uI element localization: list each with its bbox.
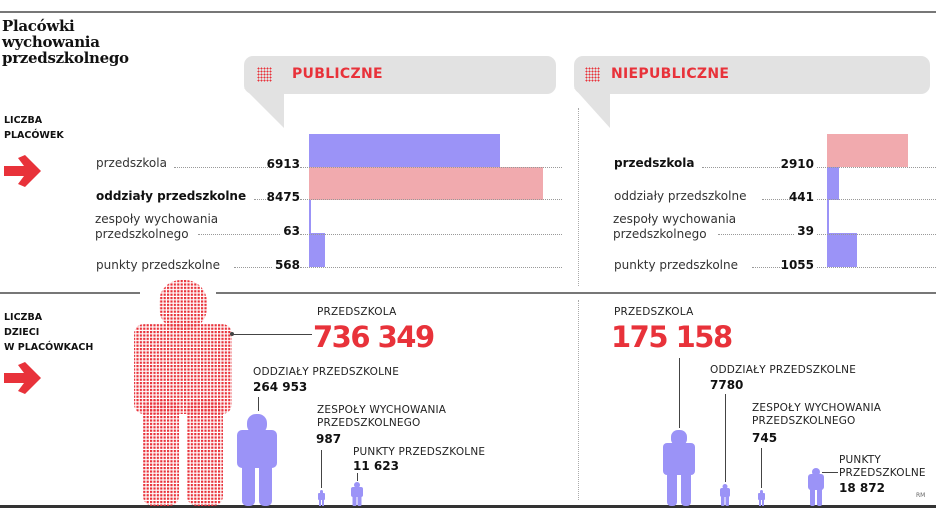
- person-figure-icon: [237, 414, 277, 506]
- section-label-line: LICZBA: [4, 115, 43, 126]
- leader-dots: [300, 234, 562, 235]
- leader-dot: [230, 332, 234, 336]
- leader-dots: [817, 167, 936, 168]
- row-value: 8475: [266, 190, 300, 204]
- arrow-right-icon: [4, 155, 42, 187]
- caption-line: ZESPOŁY WYCHOWANIA: [752, 402, 882, 414]
- section-label-line: DZIECI: [4, 327, 40, 338]
- section-label-line: LICZBA: [4, 312, 43, 323]
- value-oddzialy: 264 953: [253, 380, 308, 394]
- row-label: przedszkola: [614, 156, 695, 170]
- author-signature: RM: [916, 492, 926, 499]
- leader-dots: [300, 199, 562, 200]
- arrow-right-icon: [4, 362, 42, 394]
- person-figure-icon: [758, 490, 765, 506]
- row-value: 6913: [266, 157, 300, 171]
- row-label: [95, 212, 218, 242]
- leader-line: [761, 448, 762, 488]
- leader-line: [321, 450, 322, 488]
- row-label-line: przedszkolnego: [613, 227, 707, 241]
- bar-punkty: [309, 233, 325, 267]
- row-label-line: przedszkolnego: [95, 227, 189, 241]
- leader-dots: [817, 234, 936, 235]
- tab-public: [244, 56, 556, 94]
- bar-przedszkola: [309, 134, 500, 167]
- title-line: wychowania: [2, 33, 100, 51]
- row-value: 441: [788, 190, 814, 204]
- person-figure-icon: [351, 482, 363, 506]
- leader-line: [258, 397, 259, 411]
- grid-icon: [585, 67, 600, 82]
- caption-oddzialy: ODDZIAŁY PRZEDSZKOLNE: [710, 364, 857, 376]
- leader-dots: [300, 167, 562, 168]
- middle-rule-right: [216, 292, 936, 294]
- value-zespoly: 745: [752, 431, 778, 445]
- value-punkty: 11 623: [353, 459, 399, 473]
- value-punkty: 18 872: [839, 481, 885, 495]
- caption-line: PRZEDSZKOLNEGO: [752, 415, 856, 427]
- row-label-line: zespoły wychowania: [613, 212, 737, 226]
- person-figure-icon: [318, 490, 325, 506]
- caption-przedszkola: PRZEDSZKOLA: [317, 306, 397, 318]
- person-figure-icon: [808, 468, 824, 506]
- section-label-facilities: [4, 113, 64, 143]
- caption-zespoly: [317, 404, 446, 430]
- leader-dots: [702, 167, 780, 168]
- leader-line: [679, 358, 680, 428]
- row-label: przedszkola: [96, 156, 167, 170]
- bar-punkty: [827, 233, 857, 267]
- tab-nonpublic-label: NIEPUBLICZNE: [611, 66, 730, 82]
- leader-line: [725, 394, 726, 482]
- leader-dots: [300, 267, 562, 268]
- column-separator: [578, 300, 579, 500]
- leader-line: [822, 472, 838, 473]
- section-label-line: PLACÓWEK: [4, 130, 64, 141]
- top-rule: [0, 11, 936, 13]
- title-line: Placówki: [2, 17, 75, 35]
- row-label: oddziały przedszkolne: [96, 189, 247, 203]
- caption-punkty: PUNKTY PRZEDSZKOLNE: [353, 446, 486, 458]
- row-label: punkty przedszkolne: [96, 258, 220, 272]
- row-label: [613, 212, 736, 242]
- caption-line: ZESPOŁY WYCHOWANIA: [317, 404, 447, 416]
- value-przedszkola: 736 349: [313, 320, 434, 354]
- leader-line: [232, 334, 312, 335]
- person-figure-icon: [720, 484, 730, 506]
- section-label-children: [4, 310, 93, 355]
- caption-oddzialy: ODDZIAŁY PRZEDSZKOLNE: [253, 366, 400, 378]
- leader-dots: [817, 267, 936, 268]
- bar-przedszkola: [827, 134, 908, 167]
- row-value: 39: [797, 224, 814, 238]
- person-figure-icon: [133, 280, 233, 506]
- leader-dots: [817, 199, 936, 200]
- chart-title: [2, 18, 129, 66]
- leader-line: [357, 473, 358, 481]
- row-value: 2910: [780, 157, 814, 171]
- caption-line: PRZEDSZKOLNEGO: [317, 417, 421, 429]
- row-value: 63: [283, 224, 300, 238]
- row-label: punkty przedszkolne: [614, 258, 738, 272]
- bar-zespoly: [827, 200, 829, 233]
- title-line: przedszkolnego: [2, 49, 129, 67]
- column-separator: [578, 108, 579, 286]
- row-label: oddziały przedszkolne: [614, 189, 747, 203]
- section-label-line: W PLACÓWKACH: [4, 342, 94, 353]
- value-przedszkola: 175 158: [611, 320, 732, 354]
- middle-rule-left: [0, 292, 140, 294]
- person-figure-icon: [663, 430, 695, 506]
- bar-oddzialy: [309, 167, 543, 200]
- bar-zespoly: [309, 200, 311, 233]
- leader-dots: [174, 167, 268, 168]
- row-value: 1055: [780, 258, 814, 272]
- caption-przedszkola: PRZEDSZKOLA: [614, 306, 694, 318]
- grid-icon: [257, 67, 272, 82]
- bar-oddzialy: [827, 167, 839, 200]
- tab-public-label: PUBLICZNE: [292, 66, 383, 82]
- tab-public-pointer: [244, 88, 284, 128]
- caption-punkty: [839, 454, 926, 480]
- caption-line: PRZEDSZKOLNE: [839, 467, 926, 479]
- caption-line: PUNKTY: [839, 454, 881, 466]
- tab-nonpublic-pointer: [574, 88, 610, 128]
- caption-zespoly: [752, 402, 881, 428]
- row-label-line: zespoły wychowania: [95, 212, 219, 226]
- value-zespoly: 987: [316, 432, 342, 446]
- row-value: 568: [274, 258, 300, 272]
- value-oddzialy: 7780: [710, 378, 744, 392]
